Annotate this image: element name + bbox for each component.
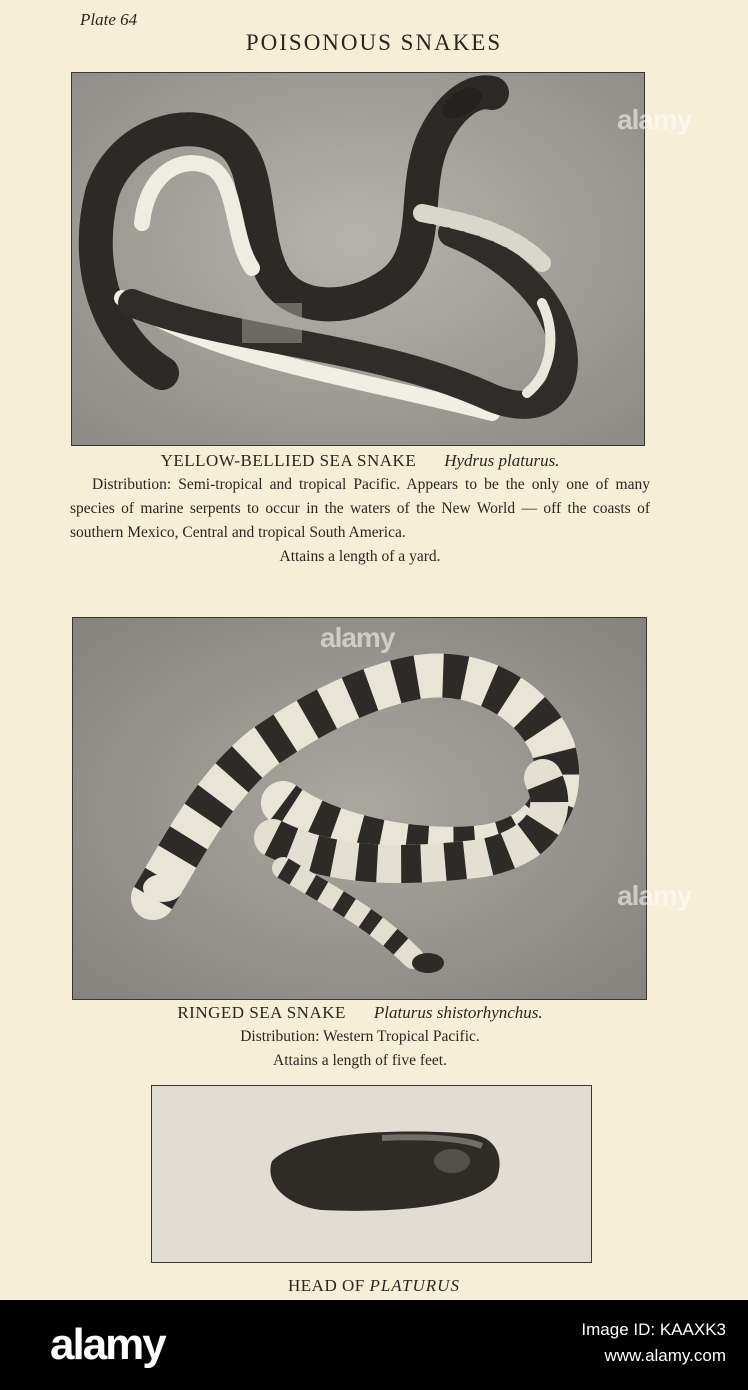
caption-yellow-bellied: [70, 449, 650, 569]
length-text: Attains a length of a yard.: [279, 548, 441, 565]
photo-ringed-sea-snake: [72, 617, 647, 1000]
head-caption-prefix: HEAD OF: [288, 1276, 365, 1295]
watermark: alamy: [617, 880, 692, 911]
caption-heading: [70, 449, 650, 473]
page-title: POISONOUS SNAKES: [245, 30, 503, 55]
head-caption-genus: PLATURUS: [369, 1276, 460, 1295]
caption-ringed: [70, 1001, 650, 1073]
scientific-name: Platurus shistorhynchus.: [373, 1003, 543, 1022]
watermark: alamy: [320, 622, 395, 653]
photo-head-of-platurus: [151, 1085, 592, 1263]
caption-heading: [70, 1001, 650, 1025]
stock-footer: [0, 1300, 748, 1390]
common-name: RINGED SEA SNAKE: [177, 1003, 346, 1022]
site-url[interactable]: www.alamy.com: [604, 1346, 726, 1365]
plate-number: Plate 64: [80, 10, 138, 29]
alamy-logo: alamy: [50, 1320, 165, 1369]
scientific-name: Hydrus platurus.: [444, 451, 560, 470]
image-id: Image ID: KAAXK3: [581, 1320, 726, 1339]
photo-yellow-bellied-sea-snake: [71, 72, 645, 446]
common-name: YELLOW-BELLIED SEA SNAKE: [160, 451, 417, 470]
watermark: alamy: [617, 104, 692, 135]
caption-head: [0, 1276, 748, 1296]
distribution-text: Distribution: Western Tropical Pacific.: [240, 1028, 480, 1045]
distribution-text: Distribution: Semi-tropical and tropical Pacific. Appears to be the only one of many species of marine serpents to occur in the waters of the New World — off the coasts of southern Mexico, Central and tropical South America.: [70, 476, 650, 541]
length-text: Attains a length of five feet.: [273, 1052, 447, 1069]
